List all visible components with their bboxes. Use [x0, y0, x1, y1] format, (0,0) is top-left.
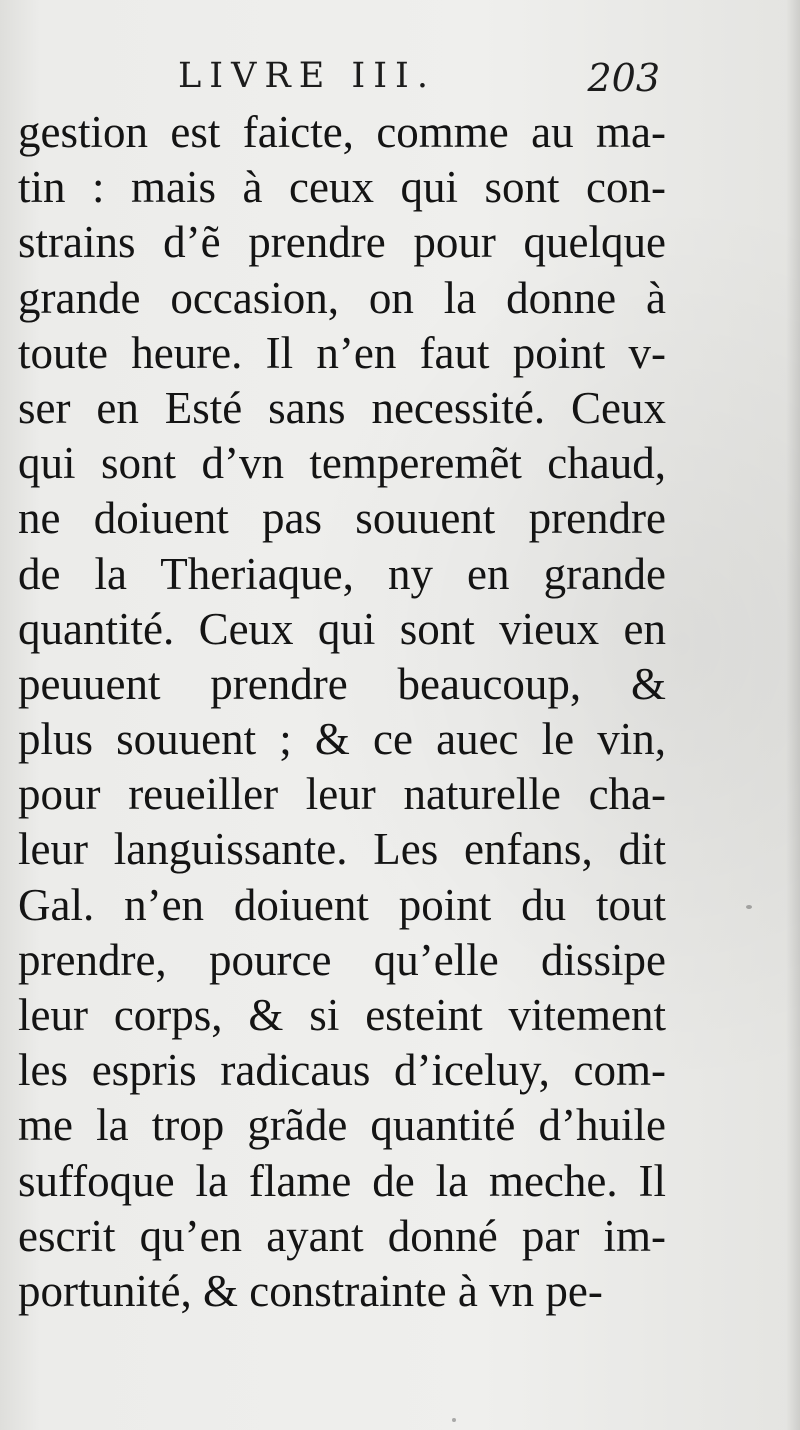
text-line: strains d’ẽ prendre pour quelque [18, 217, 666, 268]
running-head [0, 56, 800, 106]
page-edge-shadow [786, 0, 800, 1430]
text-line: prendre, pource qu’elle dissipe [18, 934, 666, 985]
text-line: tin : mais à ceux qui sont con- [18, 162, 666, 213]
text-line: qui sont d’vn temperemẽt chaud, [18, 438, 666, 489]
text-line: ne doiuent pas souuent prendre [18, 493, 666, 544]
text-line: suffoque la flame de la meche. Il [18, 1155, 666, 1206]
text-line: pour reueiller leur naturelle cha- [18, 769, 666, 820]
text-line: plus souuent ; & ce auec le vin, [18, 714, 666, 765]
text-line: me la trop grãde quantité d’huile [18, 1100, 666, 1151]
text-line: grande occasion, on la donne à [18, 272, 666, 323]
text-line: toute heure. Il n’en faut point v- [18, 327, 666, 378]
text-line: escrit qu’en ayant donné par im- [18, 1210, 666, 1261]
text-line: gestion est faicte, comme au ma- [18, 107, 666, 157]
body-text [18, 105, 666, 1319]
page-number: 203 [587, 56, 660, 100]
text-line: les espris radicaus d’iceluy, com- [18, 1045, 666, 1096]
running-title: LIVRE III. [178, 56, 436, 96]
text-line: peuuent prendre beaucoup, & [18, 658, 666, 709]
text-line: portunité, & constrainte à vn pe- [18, 1265, 603, 1316]
text-line: ser en Esté sans necessité. Ceux [18, 382, 666, 433]
text-line: Gal. n’en doiuent point du tout [18, 879, 666, 930]
text-line: leur languissante. Les enfans, dit [18, 824, 666, 875]
paper-speck [452, 1418, 456, 1422]
text-line: quantité. Ceux qui sont vieux en [18, 603, 666, 654]
paper-speck [746, 905, 752, 909]
text-line: leur corps, & si esteint vitement [18, 990, 666, 1040]
text-line: de la Theriaque, ny en grande [18, 548, 666, 599]
